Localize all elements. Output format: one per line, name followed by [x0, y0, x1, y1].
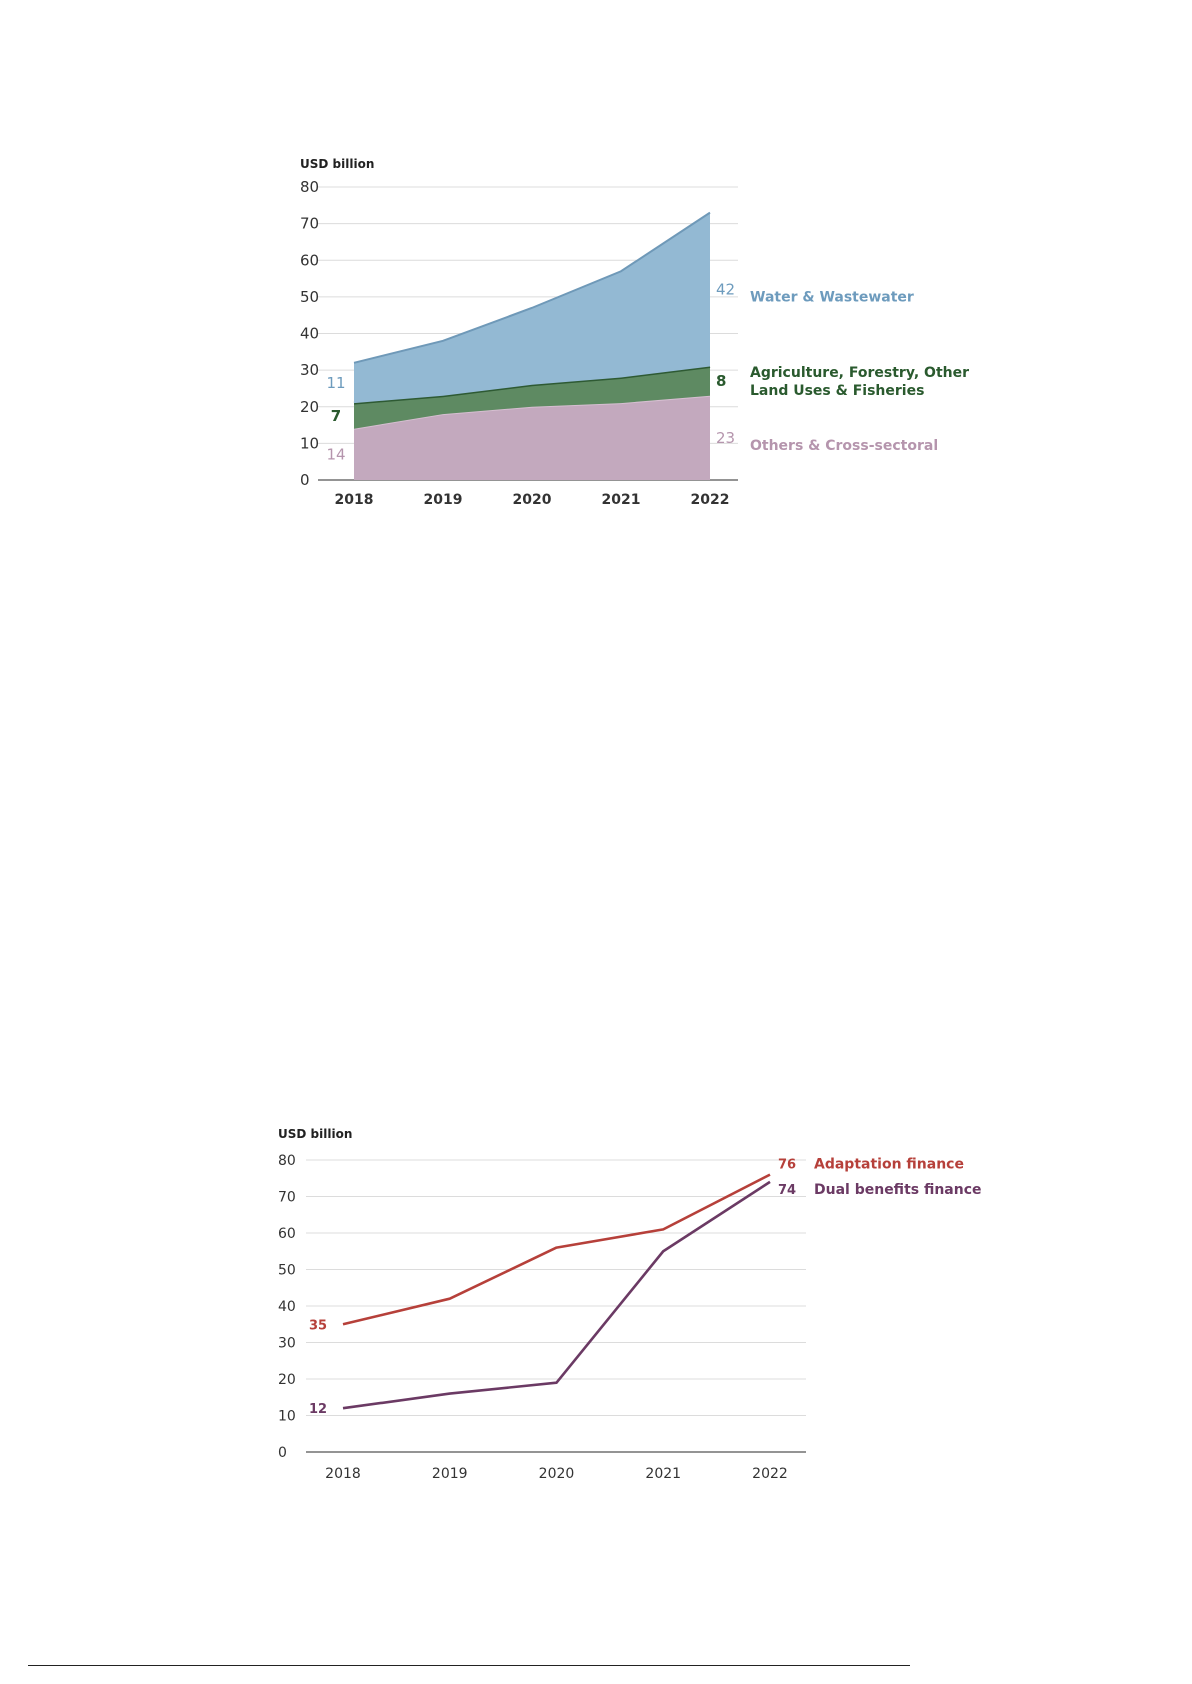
legend-label: Others & Cross-sectoral [750, 437, 939, 454]
legend-label-line: Agriculture, Forestry, Other [750, 365, 970, 382]
x-tick-label: 2019 [423, 492, 463, 508]
y-tick-label: 10 [300, 434, 320, 453]
x-tick-label: 2021 [601, 492, 641, 508]
y-tick-label: 20 [278, 1372, 296, 1388]
band-start-value: 7 [330, 406, 342, 425]
line-end-value: 74 [778, 1182, 797, 1198]
x-tick-label: 2020 [538, 1466, 575, 1482]
y-tick-label: 50 [278, 1262, 296, 1279]
legend-label: Dual benefits finance [814, 1181, 982, 1198]
legend-label-line: Land Uses & Fisheries [750, 383, 925, 400]
y-tick-label: 20 [300, 397, 320, 416]
series-line-0 [343, 1175, 770, 1325]
legend-label: Adaptation finance [814, 1156, 964, 1173]
y-tick-label: 70 [278, 1189, 296, 1206]
y-tick-label: 40 [300, 324, 320, 343]
y-tick-label: 70 [300, 214, 320, 233]
y-tick-label: 10 [278, 1408, 296, 1425]
band-start-value: 14 [326, 445, 346, 464]
y-tick-label: 0 [300, 471, 310, 489]
page-footer-rule [28, 1665, 910, 1666]
y-tick-label: 80 [300, 178, 320, 196]
series-line-1 [343, 1182, 770, 1408]
y-tick-label: 60 [300, 251, 320, 270]
x-tick-label: 2022 [752, 1466, 788, 1482]
band-end-value: 23 [716, 428, 736, 447]
y-tick-label: 0 [278, 1445, 287, 1461]
y-tick-label: 50 [300, 287, 320, 306]
band-end-value: 8 [716, 372, 727, 391]
y-axis-label: USD billion [300, 157, 375, 171]
x-tick-label: 2021 [645, 1466, 682, 1482]
x-tick-label: 2022 [690, 492, 730, 508]
line-start-value: 35 [308, 1318, 328, 1334]
y-tick-label: 40 [278, 1299, 296, 1315]
line-start-value: 12 [308, 1402, 328, 1418]
y-tick-label: 60 [278, 1226, 296, 1242]
y-tick-label: 80 [278, 1153, 296, 1169]
line-end-value: 76 [778, 1157, 797, 1173]
band-end-value: 42 [716, 280, 736, 299]
y-tick-label: 30 [278, 1335, 296, 1352]
y-axis-label: USD billion [278, 1127, 353, 1141]
x-tick-label: 2020 [512, 492, 552, 508]
x-tick-label: 2018 [334, 492, 374, 508]
legend-label: Water & Wastewater [750, 289, 914, 306]
x-tick-label: 2018 [325, 1466, 361, 1482]
x-tick-label: 2019 [431, 1466, 468, 1482]
band-start-value: 11 [326, 373, 346, 392]
y-tick-label: 30 [300, 361, 320, 380]
